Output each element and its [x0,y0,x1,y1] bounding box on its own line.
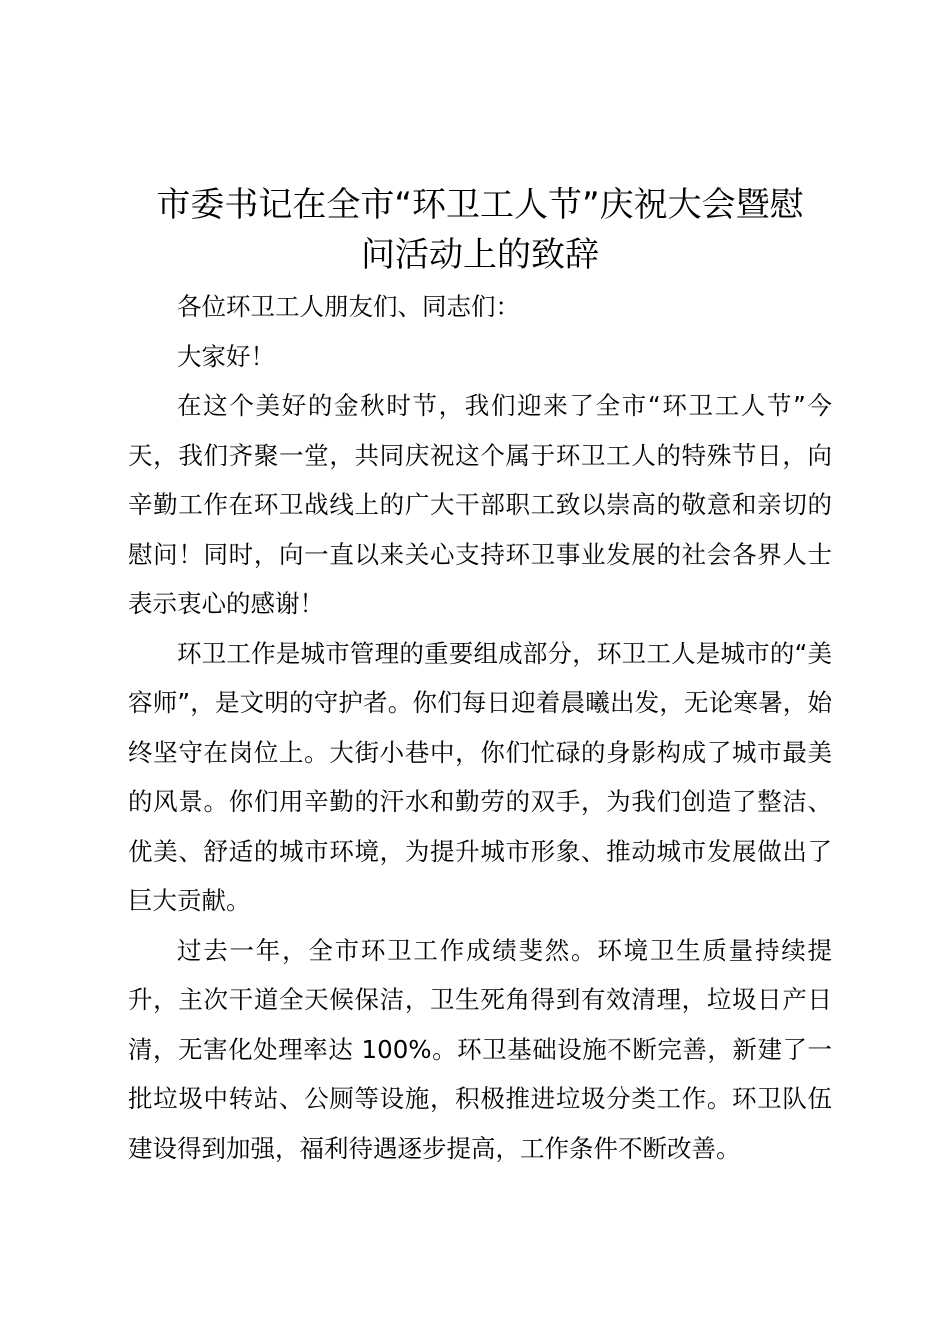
body-paragraph: 在这个美好的金秋时节，我们迎来了全市“环卫工人节”今天，我们齐聚一堂，共同庆祝这个属于环卫工人的特殊节日，向辛勤工作在环卫战线上的广大干部职工致以崇高的敬意和亲切的慰问！同时，向一直以来关心支持环卫事业发展的社会各界人士表示衷心的感谢！ [128,391,832,618]
salutation: 各位环卫工人朋友们、同志们： [177,292,520,321]
body-paragraph: 环卫工作是城市管理的重要组成部分，环卫工人是城市的“美容师”，是文明的守护者。你们每日迎着晨曦出发，无论寒暑，始终坚守在岗位上。大街小巷中，你们忙碌的身影构成了城市最美的风景。你们用辛勤的汗水和勤劳的双手，为我们创造了整洁、优美、舒适的城市环境，为提升城市形象、推动城市发展做出了巨大贡献。 [128,638,832,915]
title-line-1: 市委书记在全市“环卫工人节”庆祝大会暨慰 [156,185,804,225]
body-paragraph: 过去一年，全市环卫工作成绩斐然。环境卫生质量持续提升，主次干道全天候保洁，卫生死角得到有效清理，垃圾日产日清，无害化处理率达 100%。环卫基础设施不断完善，新建了一批垃圾中转站、公厕等设施，积极推进垃圾分类工作。环卫队伍建设得到加强，福利待遇逐步提高，工作条件不断改善。 [128,935,832,1163]
title-line-2: 问活动上的致辞 [361,235,599,275]
document-title [110,180,850,280]
document-body [128,282,832,1173]
greeting: 大家好！ [177,341,275,371]
